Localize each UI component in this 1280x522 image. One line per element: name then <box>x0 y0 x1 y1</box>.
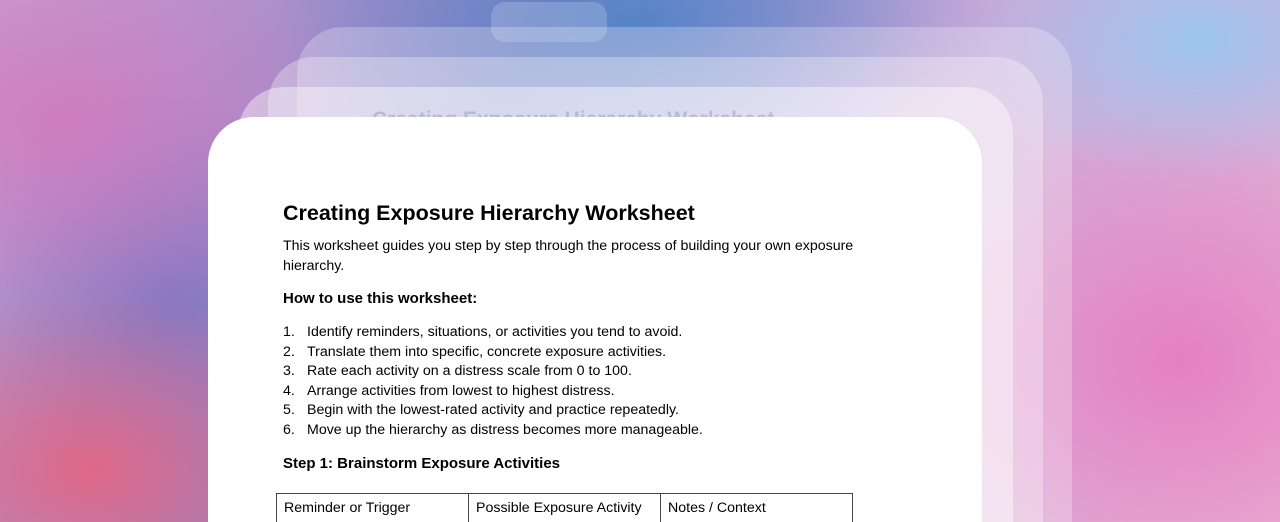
how-to-heading: How to use this worksheet: <box>283 290 478 307</box>
column-header-trigger: Reminder or Trigger <box>277 494 469 522</box>
list-item: 3. Rate each activity on a distress scale from 0 to 100. <box>283 363 632 379</box>
page-title: Creating Exposure Hierarchy Worksheet <box>283 201 695 225</box>
column-header-activity: Possible Exposure Activity <box>469 494 661 522</box>
exposure-table <box>276 493 853 522</box>
table-header-row <box>277 494 853 522</box>
list-item: 6. Move up the hierarchy as distress becomes more manageable. <box>283 421 703 438</box>
intro-paragraph: This worksheet guides you step by step through the process of building your own exposure hierarchy. <box>283 238 854 274</box>
list-item: 4. Arrange activities from lowest to highest distress. <box>283 382 615 399</box>
list-item: 5. Begin with the lowest-rated activity and practice repeatedly. <box>283 402 679 418</box>
list-item: 2. Translate them into specific, concrete exposure activities. <box>283 343 667 360</box>
instructions-list <box>283 323 703 440</box>
column-header-notes: Notes / Context <box>661 494 853 522</box>
list-item: 1. Identify reminders, situations, or activities you tend to avoid. <box>283 324 683 340</box>
step1-heading: Step 1: Brainstorm Exposure Activities <box>283 455 561 472</box>
worksheet-card <box>208 117 982 522</box>
